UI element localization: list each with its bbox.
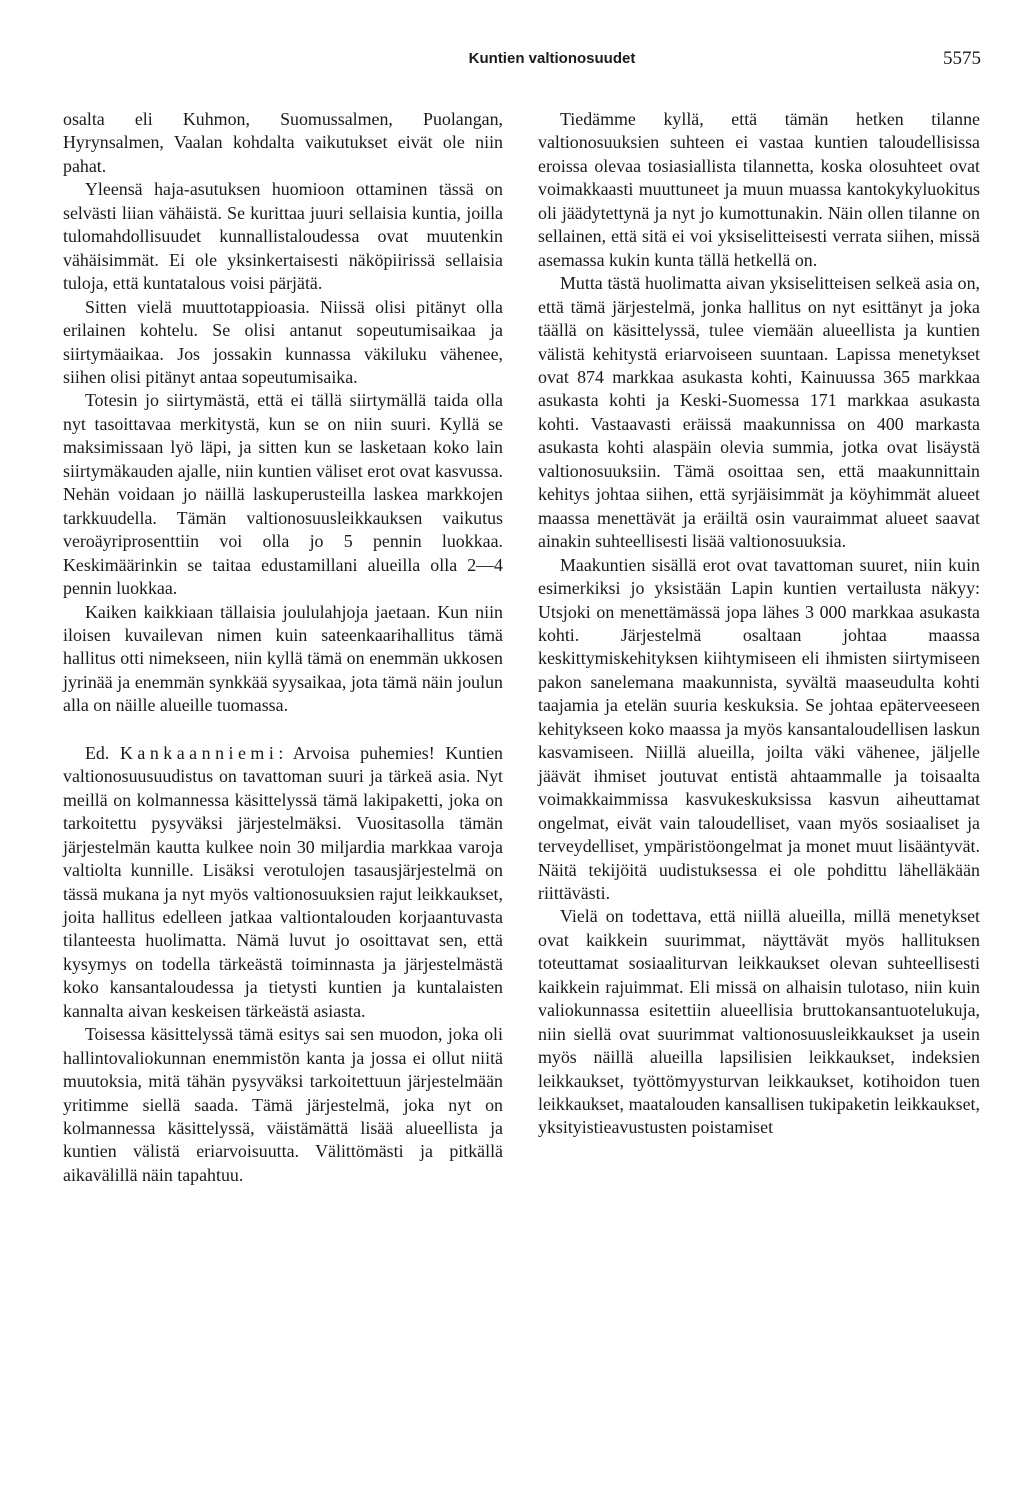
left-column	[63, 108, 503, 1187]
paragraph: Maakuntien sisällä erot ovat tavattoman suuret, niin kuin esimerkiksi jo yksistään Lapin kuntien vertailusta näkyy: Utsjoki on menettämässä jopa lähes 3 000 markkaa asukasta kohti. Järjestelmä osaltaan johtaa maassa keskittymiskehityksen kiihtymiseen eli ihmisten siirtymiseen pakon sanelemana maakunnista, syvältä maaseudulta kohti taajamia ja etelän suuria keskuksia. Se johtaa epäterveeseen kehitykseen koko maassa ja myös kansantaloudellisen laskun kasvamiseen. Niillä alueilla, joilta väki vähenee, jäljelle jäävät ihmiset joutuvat entistä ahtaammalle ja toisaalta voimakkaimmissa kasvukeskuksissa kasvun aiheuttamat ongelmat, eivät vain taloudelliset, vaan myös sosiaaliset ja terveydelliset, ympäristöongelmat ja monet muut lisääntyvät. Näitä tekijöitä uudistuksessa ei ole pohdittu lähelläkään riittävästi.	[538, 554, 980, 903]
speech-text: : Arvoisa puhemies! Kuntien valtionosuusuudistus on tavattoman suuri ja tärkeä asia. Nyt meillä on kolmannessa käsittelyssä tämä lakipaketti, joka on tarkoitettu pysyväksi järjestelmäksi. Vuositasolla tämän järjestelmän kautta kulkee noin 30 miljardia markkaa varoja valtiolta kunnille. Lisäksi verotulojen tasausjärjestelmä on tässä mukana ja nyt myös valtionosuuksien rajut leikkaukset, joita hallitus edelleen jatkaa valtiontalouden korjaantuvasta tilanteesta huolimatta. Nämä luvut jo osoittavat sen, että kysymys on todella tärkeästä toiminnasta ja järjestelmästä koko kansantaloudessa ja tietysti kuntien ja kuntalaisten kannalta aivan keskeisen tärkeästä asiasta.	[63, 742, 503, 1021]
paragraph: Yleensä haja-asutuksen huomioon ottaminen tässä on selvästi liian vähäistä. Se kurittaa juuri sellaisia kuntia, joilla tulomahdollisuudet kunnallistaloudessa ovat muutenkin vähäisimmät. Ei ole yksinkertaisesti näköpiirissä sellaisia tuloja, että kuntatalous voisi pärjätä.	[63, 179, 503, 294]
paragraph: Mutta tästä huolimatta aivan yksiselitteisen selkeä asia on, että tämä järjestelmä, jonka hallitus on nyt esittänyt ja joka täällä on käsittelyssä, tulee viemään alueellista ja kuntien välistä kehitystä eriarvoiseen suuntaan. Lapissa menetykset ovat 874 markkaa asukasta kohti, Kainuussa 365 markkaa asukasta kohti ja Keski-Suomessa 171 markkaa asukasta kohti. Vastaavasti eräissä maakunnissa on 400 markasta asukasta kohti alaspäin olevia summia, jotka ovat lisäystä valtionosuuksiin. Tämä osoittaa sen, että maakunnittain kehitys johtaa siihen, että syrjäisimmät ja köyhimmät alueet maassa menettävät ja eräiltä osin vauraimmat alueet saavat ainakin suhteellisesti lisää valtionosuuksia.	[538, 273, 980, 552]
paragraph: Tiedämme kyllä, että tämän hetken tilanne valtionosuuksien suhteen ei vastaa kuntien taloudellisissa eroissa olevaa tosiasiallista tilannetta, koska olosuhteet ovat voimakkaasti muuttuneet ja muun muassa kantokykyluokitus oli jäädytettynä ja nyt jo kumottunakin. Näin ollen tilanne on sellainen, että sitä ei voi yksiselitteisesti verrata siihen, missä asemassa kukin kunta tällä hetkellä on.	[538, 109, 980, 270]
paragraph: Vielä on todettava, että niillä alueilla, millä menetykset ovat kaikkein suurimmat, näyttävät myös hallituksen toteuttamat sosiaaliturvan leikkaukset olevan suhteellisesti kaikkein rajuimmat. Eli missä on alhaisin tulotaso, niin kuin valiokunnassa esitettiin alueellisia bruttokansantuotelukuja, niin siellä ovat suurimmat valtionosuusleikkaukset ja usein myös näillä alueilla lapsilisien leikkaukset, indeksien leikkaukset, työttömyysturvan leikkaukset, kotihoidon tuen leikkaukset, maatalouden kansallisen tukipaketin leikkaukset, yksityistieavustusten poistamiset	[538, 906, 980, 1138]
right-column	[538, 108, 980, 1140]
running-title: Kuntien valtionosuudet	[468, 50, 636, 67]
speaker-name: Kankaanniemi	[119, 742, 279, 763]
paragraph: Sitten vielä muuttotappioasia. Niissä olisi pitänyt olla erilainen kohtelu. Se olisi antanut sopeutumisaikaa ja siirtymäaikaa. Jos jossakin kunnassa väkiluku vähenee, siihen olisi pitänyt antaa sopeutumisaika.	[63, 296, 503, 387]
page-number: 5575	[943, 48, 981, 69]
paragraph: Toisessa käsittelyssä tämä esitys sai sen muodon, joka oli hallintovaliokunnan enemmistön kanta ja jossa ei ollut niitä muutoksia, mitä tähän pysyväksi tarkoitettuun järjestelmään yritimme siellä saada. Tämä järjestelmä, joka nyt on kolmannessa käsittelyssä, väistämättä lisää alueellista ja kuntien välistä eriarvoisuutta. Välittömästi ja pitkällä aikavälillä näin tapahtuu.	[63, 1024, 503, 1185]
page-header	[63, 50, 981, 80]
speech-paragraph	[63, 742, 503, 1023]
paragraph: Totesin jo siirtymästä, että ei tällä siirtymällä taida olla nyt tasoittavaa merkitystä, kun se on niin suuri. Kyllä se maksimissaan lyö läpi, ja sitten kun se lasketaan koko lain siirtymäkauden ajalle, niin kuntien väliset erot ovat kasvussa. Nehän voidaan jo näillä laskuperusteilla laskea markkojen tarkkuudella. Tämän valtionosuusleikkauksen vaikutus veroäyriprosenttiin voi olla jo 5 pennin luokkaa. Keskimäärinkin se taitaa edustamillani alueilla olla 2—4 pennin luokkaa.	[63, 390, 503, 599]
paragraph: osalta eli Kuhmon, Suomussalmen, Puolangan, Hyrynsalmen, Vaalan kohdalta vaikutukset eivät ole niin pahat.	[63, 109, 503, 176]
paragraph: Kaiken kaikkiaan tällaisia joululahjoja jaetaan. Kun niin iloisen kuvailevan nimen kuin sateenkaarihallitus tämä hallitus otti nimekseen, niin kyllä tämä on enemmän ukkosen jyrinää ja enemmän synkkää syysaikaa, jota tämä näin joulun alla on näille alueille tuomassa.	[63, 601, 503, 716]
speaker-prefix: Ed.	[85, 742, 110, 763]
